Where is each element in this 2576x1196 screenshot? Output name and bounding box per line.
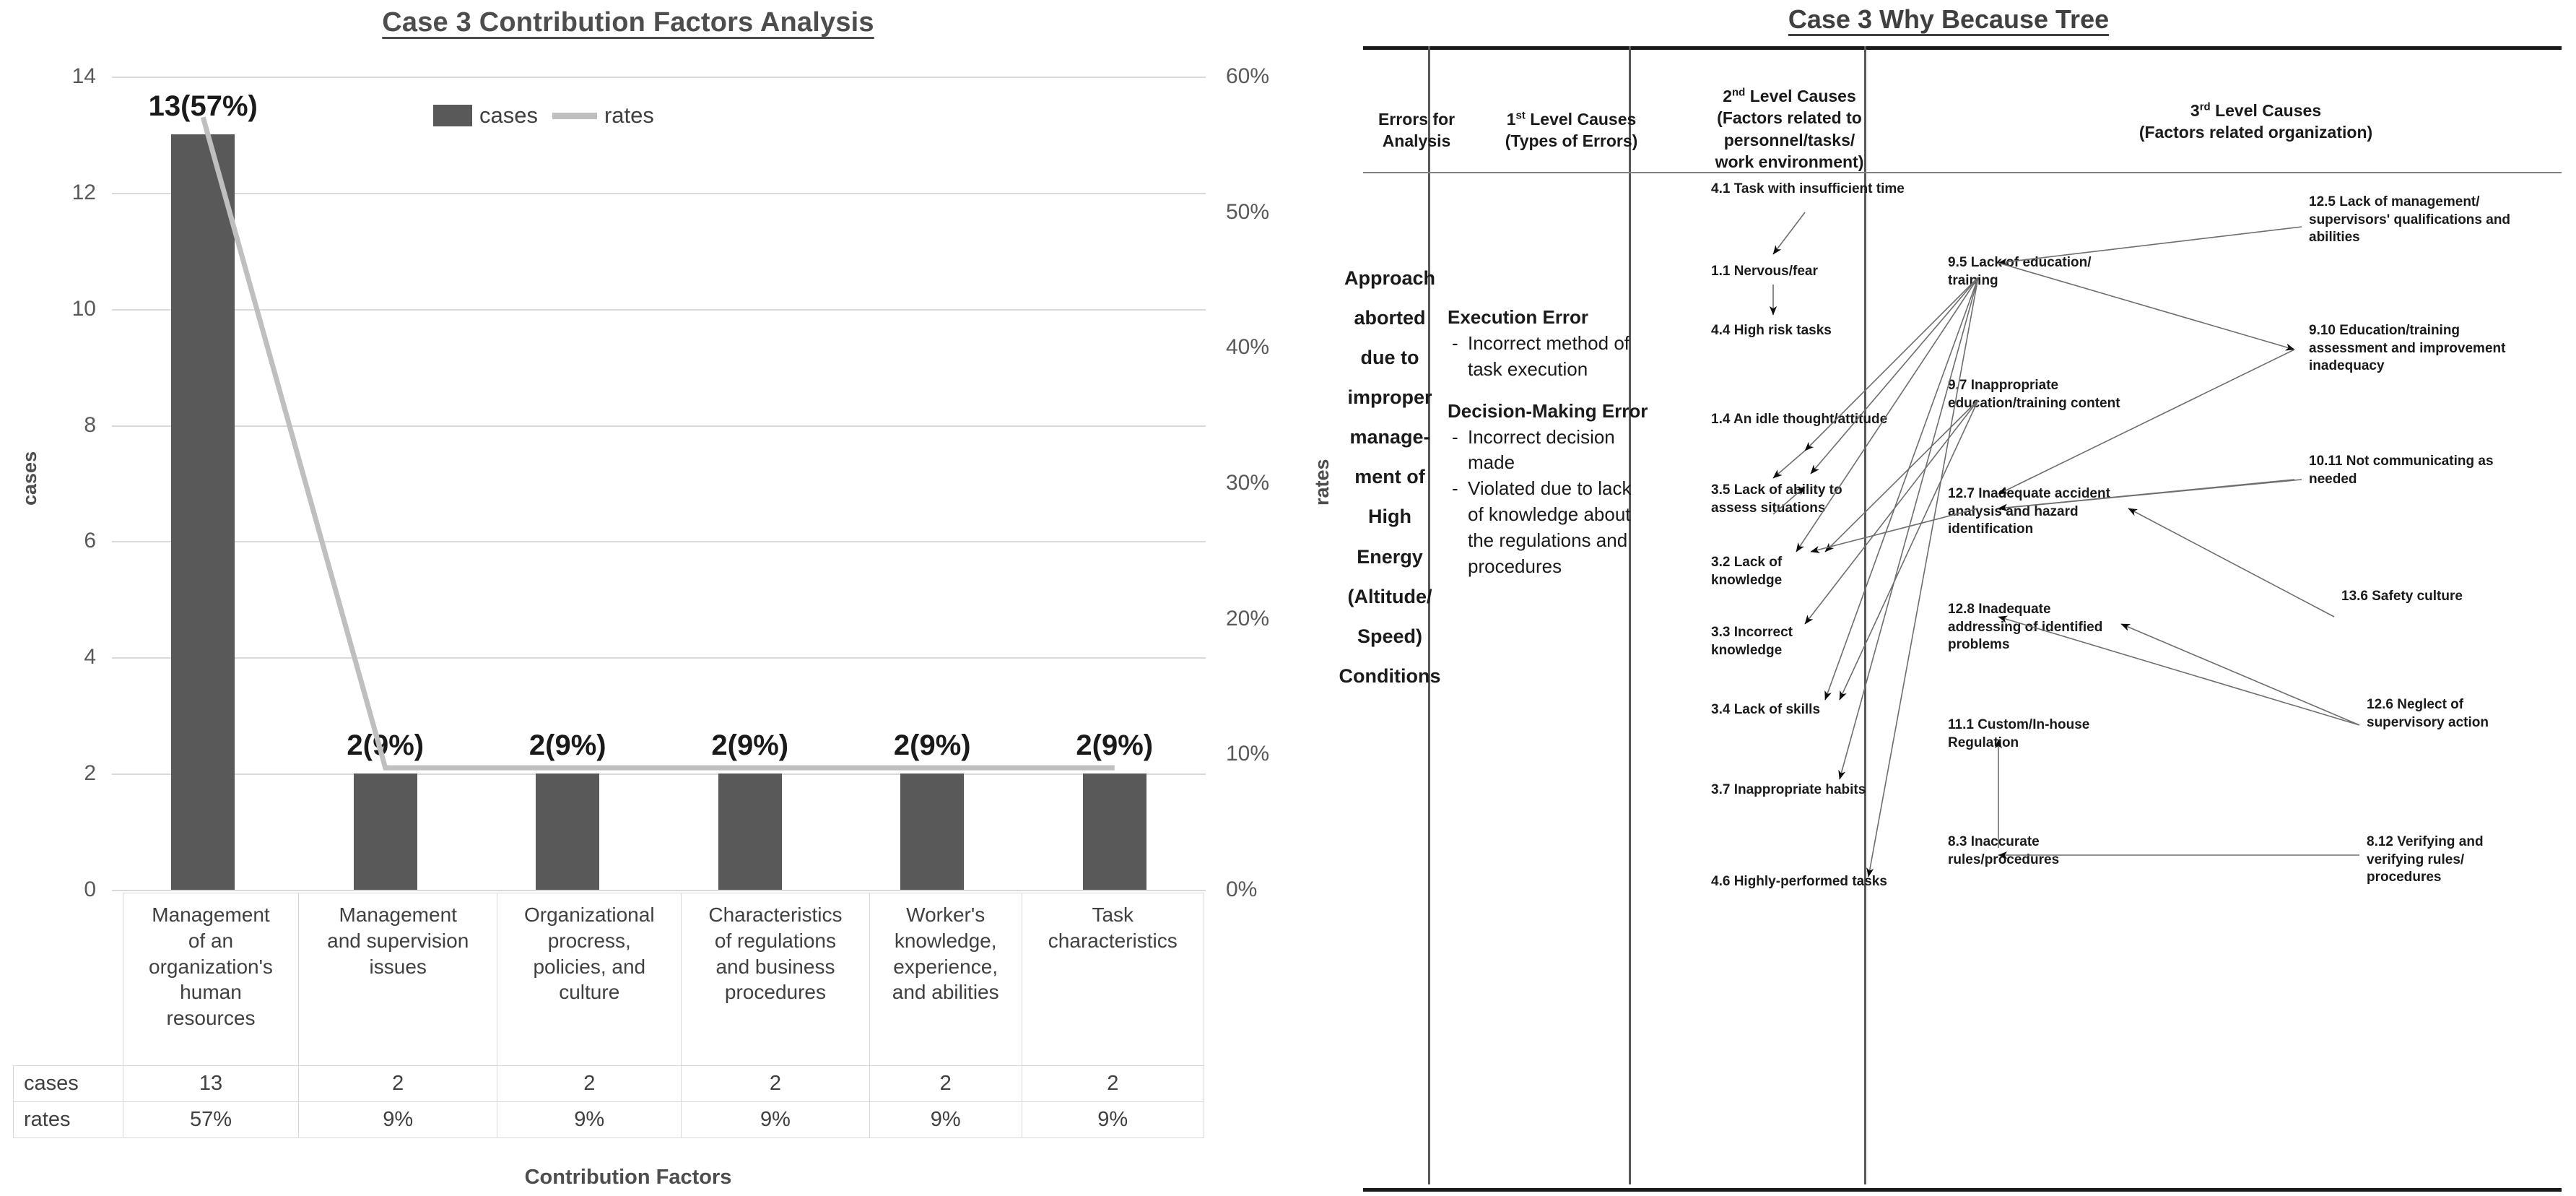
- bar-data-label: 2(9%): [893, 729, 971, 762]
- y-tick-right: 10%: [1226, 742, 1270, 766]
- level2-cause-node: 1.4 An idle thought/attitude: [1711, 412, 1888, 427]
- level3-cause-node: 12.7 Inadequate accident analysis and hazard identification: [1948, 486, 2110, 537]
- level2-cause-node: 3.5 Lack of ability to assess situations: [1711, 482, 1842, 516]
- table-cell: 2: [869, 1066, 1022, 1102]
- level3-cause-node: 12.8 Inadequate addressing of identified problems: [1948, 602, 2103, 653]
- table-corner-cell: [14, 893, 123, 1066]
- legend-item-cases: [433, 103, 538, 129]
- level3-cause-node: 9.5 Lack of education/ training: [1948, 255, 2092, 288]
- tree-column-header-1: Errors for Analysis: [1378, 110, 1455, 151]
- bar: [354, 774, 417, 890]
- y-tick-left: 4: [84, 645, 96, 670]
- level2-cause-node: 4.6 Highly-performed tasks: [1711, 874, 1887, 889]
- level3-cause-node: 12.6 Neglect of supervisory action: [2367, 697, 2489, 730]
- level2-cause-node: 4.1 Task with insufficient time: [1711, 181, 1905, 196]
- table-cell: 9%: [298, 1102, 497, 1138]
- bar: [536, 774, 599, 890]
- y-tick-right: 50%: [1226, 199, 1270, 224]
- y-axis-label-left: cases: [19, 451, 40, 506]
- bar-column: [841, 77, 1024, 890]
- bar-data-label: 2(9%): [1076, 729, 1154, 762]
- table-row-header: rates: [14, 1102, 123, 1138]
- header-rule: [1363, 172, 2562, 173]
- table-row: [14, 1066, 1204, 1102]
- bar-column: [477, 77, 659, 890]
- category-cell: Worker's knowledge, experience, and abilities: [869, 893, 1022, 1066]
- y-tick-left: 12: [71, 180, 96, 204]
- table-cell: 2: [1022, 1066, 1204, 1102]
- category-cell: Management and supervision issues: [298, 893, 497, 1066]
- gridline: [112, 890, 1206, 891]
- bar-column: [295, 77, 477, 890]
- chart-data-table: [13, 893, 1204, 1138]
- level1-causes-node: Execution Error - Incorrect method of task execution Decision-Making Error - Incorrect decision made - Violated due to lack of knowledge about the regulations and procedures: [1448, 305, 1650, 580]
- table-row-categories: [14, 893, 1204, 1066]
- legend-item-rates: [552, 103, 654, 129]
- level3-cause-node: 8.12 Verifying and verifying rules/ procedures: [2367, 834, 2484, 885]
- level2-cause-node: 3.7 Inappropriate habits: [1711, 782, 1866, 797]
- level3-cause-node: 11.1 Custom/In-house Regulation: [1948, 717, 2090, 750]
- chart-title: Case 3 Contribution Factors Analysis: [382, 7, 874, 38]
- level3-cause-node: 9.7 Inappropriate education/training content: [1948, 378, 2120, 411]
- bar-column: [1024, 77, 1206, 890]
- y-axis-label-right: rates: [1311, 459, 1333, 506]
- level3-cause-node: 10.11 Not communicating as needed: [2309, 454, 2494, 487]
- legend-bar-swatch-icon: [433, 105, 472, 126]
- column-separator-3: [1864, 46, 1866, 1184]
- bar: [171, 134, 235, 890]
- category-cell: Task characteristics: [1022, 893, 1204, 1066]
- table-cell: 9%: [682, 1102, 870, 1138]
- table-row: [14, 1102, 1204, 1138]
- tree-title: Case 3 Why Because Tree: [1788, 4, 2110, 34]
- bar: [900, 774, 964, 890]
- y-tick-left: 8: [84, 412, 96, 437]
- tree-column-header-3: 2nd Level Causes (Factors related to personnel/tasks/ work environment): [1715, 86, 1864, 172]
- bar-column: [112, 77, 295, 890]
- level3-cause-node: 13.6 Safety culture: [2341, 589, 2463, 604]
- bar: [718, 774, 782, 890]
- bar-data-label: 2(9%): [711, 729, 789, 762]
- level3-cause-node: 9.10 Education/training assessment and improvement inadequacy: [2309, 323, 2506, 374]
- tree-column-header-4: 3rd Level Causes (Factors related organization): [2138, 100, 2373, 142]
- x-axis-label: Contribution Factors: [524, 1166, 732, 1189]
- bar-data-label: 2(9%): [528, 729, 606, 762]
- y-tick-right: 0%: [1226, 878, 1258, 901]
- level2-cause-node: 3.2 Lack of knowledge: [1711, 555, 1783, 588]
- error-node: Approach aborted due to improper manage- ment of High Energy (Altitude/ Speed) Conditions: [1339, 267, 1441, 687]
- legend-label-rates: rates: [604, 103, 654, 128]
- table-row-header: cases: [14, 1066, 123, 1102]
- why-because-tree: [1321, 0, 2576, 1196]
- y-tick-left: 14: [71, 64, 96, 88]
- y-tick-left: 0: [84, 878, 96, 901]
- y-tick-right: 40%: [1226, 335, 1270, 360]
- table-cell: 2: [298, 1066, 497, 1102]
- bar-column: [659, 77, 842, 890]
- y-tick-right: 30%: [1226, 471, 1270, 495]
- category-cell: Management of an organization's human resources: [123, 893, 299, 1066]
- legend-label-cases: cases: [479, 103, 538, 128]
- bar-series: [112, 77, 1206, 890]
- bar-data-label: 13(57%): [148, 90, 258, 123]
- category-cell: Characteristics of regulations and business procedures: [682, 893, 870, 1066]
- y-tick-right: 20%: [1226, 606, 1270, 630]
- y-tick-left: 10: [71, 296, 96, 321]
- level2-cause-node: 3.3 Incorrect knowledge: [1711, 625, 1793, 658]
- table-cell: 9%: [497, 1102, 682, 1138]
- bar: [1083, 774, 1146, 890]
- chart-legend: [433, 103, 654, 129]
- column-separator-2: [1629, 46, 1631, 1184]
- table-cell: 2: [682, 1066, 870, 1102]
- y-tick-right: 60%: [1226, 64, 1270, 88]
- level2-cause-node: 3.4 Lack of skills: [1711, 702, 1821, 717]
- level3-cause-node: 8.3 Inaccurate rules/procedures: [1948, 834, 2060, 867]
- table-cell: 9%: [1022, 1102, 1204, 1138]
- bar-data-label: 2(9%): [347, 729, 425, 762]
- legend-line-swatch-icon: [552, 113, 597, 119]
- category-cell: Organizational procress, policies, and culture: [497, 893, 682, 1066]
- table-cell: 57%: [123, 1102, 299, 1138]
- table-cell: 13: [123, 1066, 299, 1102]
- level3-cause-node: 12.5 Lack of management/ supervisors' qualifications and abilities: [2309, 194, 2511, 246]
- level2-cause-node: 1.1 Nervous/fear: [1711, 264, 1818, 279]
- y-tick-left: 2: [84, 761, 96, 786]
- level2-cause-node: 4.4 High risk tasks: [1711, 323, 1832, 338]
- y-tick-left: 6: [84, 529, 96, 553]
- table-cell: 2: [497, 1066, 682, 1102]
- table-cell: 9%: [869, 1102, 1022, 1138]
- tree-column-header-2: 1st Level Causes (Types of Errors): [1505, 109, 1638, 151]
